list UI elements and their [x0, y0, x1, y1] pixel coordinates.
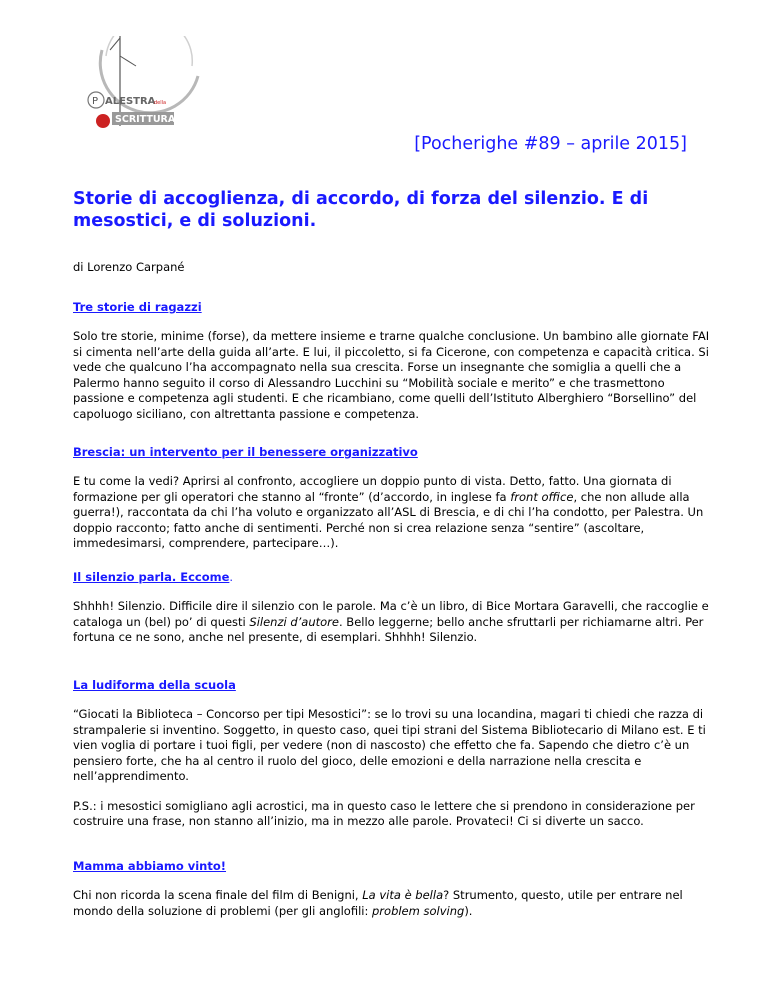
section-ludiforma: [73, 674, 713, 830]
section-paragraph: [73, 599, 713, 646]
logo-letter: P: [92, 96, 99, 107]
text-run: ? Strumento, questo, utile per entrare nel mondo della soluzione di problemi (per gli anglofili:: [73, 888, 683, 918]
heading-period: .: [229, 570, 234, 584]
emphasis-text: La vita è bella: [362, 888, 444, 902]
emphasis-text: front office: [510, 489, 574, 504]
section-link-tre-storie[interactable]: Tre storie di ragazzi: [73, 300, 202, 314]
section-link-mamma[interactable]: Mamma abbiamo vinto!: [73, 859, 227, 873]
section-paragraph-ps: P.S.: i mesostici somigliano agli acrostici, ma in questo caso le lettere che si prendono in considerazione per costruire una frase, non stanno all’inizio, ma in mezzo alle parole. Provateci! Ci si diverte un sacco.: [73, 798, 695, 828]
section-link-silenzio[interactable]: Il silenzio parla. Eccome: [73, 570, 230, 584]
section-paragraph: [73, 888, 713, 919]
section-tre-storie: [73, 296, 713, 422]
section-silenzio: [73, 566, 713, 646]
section-mamma: [73, 855, 713, 919]
logo-line2: SCRITTURA: [115, 114, 176, 125]
emphasis-text: problem solving: [372, 903, 465, 918]
section-paragraph: “Giocati la Biblioteca – Concorso per tipi Mesostici”: se lo trovi su una locandina, magari ti chiedi che razza di strampalerie si inventino. Soggetto, in questo caso, quei tipi strani del Sistema Bibliotecario di Milano est. E ti vien voglia di portare i tuoi figli, per vedere (non di nascosto) che effetto che fa. Sapendo che dietro c’è un pensiero forte, che ha al centro il ruolo del gioco, delle emozioni e della narrazione nella crescita e nell’apprendimento.: [73, 707, 706, 783]
logo-small: della: [154, 100, 167, 106]
section-brescia: [73, 441, 713, 552]
author-byline: di Lorenzo Carpané: [73, 260, 185, 274]
logo-line1: ALESTRA: [105, 96, 156, 107]
issue-label: [Pocherighe #89 – aprile 2015]: [414, 134, 687, 154]
text-run: Shhhh! Silenzio. Difficile dire il silenzio con le parole. Ma c’è un libro, di Bice Mortara Garavelli, che raccoglie e cataloga un (bel) po’ di questi: [73, 599, 709, 629]
emphasis-text: Silenzi d’autore: [249, 614, 339, 629]
article-title: Storie di accoglienza, di accordo, di forza del silenzio. E di mesostici, e di soluzioni.: [73, 189, 649, 231]
section-link-brescia[interactable]: Brescia: un intervento per il benessere organizzativo: [73, 445, 418, 459]
text-run: . Bello leggerne; bello anche sfruttarli per richiamarne altri. Per fortuna ce ne sono, anche nel presente, di esemplari. Shhhh! Silenzio.: [73, 614, 704, 644]
text-run: , che non allude alla guerra!), raccontata da chi l’ha voluto e organizzato all’ASL di Brescia, e di chi l’ha condotto, per Palestra. Un doppio racconto; fatto anche di sentimenti. Perché non si crea relazione senza “sentire” (ascoltare, immedesimarsi, comprendere, partecipare…).: [73, 489, 704, 550]
section-paragraph: Solo tre storie, minime (forse), da mettere insieme e trarne qualche conclusione. Un bambino alle giornate FAI si cimenta nell’arte della guida all’arte. E lui, il piccoletto, si fa Cicerone, con competenza e capacità critica. Si vede che qualcuno l’ha accompagnato nella sua crescita. Forse un insegnante che somiglia a quelli che a Palermo hanno seguito il corso di Alessandro Lucchini su “Mobilità sociale e merito” e che trasmettono passione e competenza agli studenti. E che ricambiano, come quelli dell’Istituto Alberghiero “Borsellino” del capoluogo siciliano, con altrettanta passione e competenza.: [73, 329, 710, 421]
logo-mark: [58, 36, 218, 136]
palestra-logo: [58, 36, 218, 136]
text-run: Chi non ricorda la scena finale del film di Benigni,: [73, 888, 363, 902]
text-run: E tu come la vedi? Aprirsi al confronto, accogliere un doppio punto di vista. Detto, fatto. Una giornata di formazione per gli operatori che stanno al “fronte” (d’accordo, in inglese fa: [73, 474, 672, 504]
text-run: ).: [464, 903, 473, 918]
section-link-ludiforma[interactable]: La ludiforma della scuola: [73, 678, 236, 692]
section-paragraph: [73, 474, 713, 552]
